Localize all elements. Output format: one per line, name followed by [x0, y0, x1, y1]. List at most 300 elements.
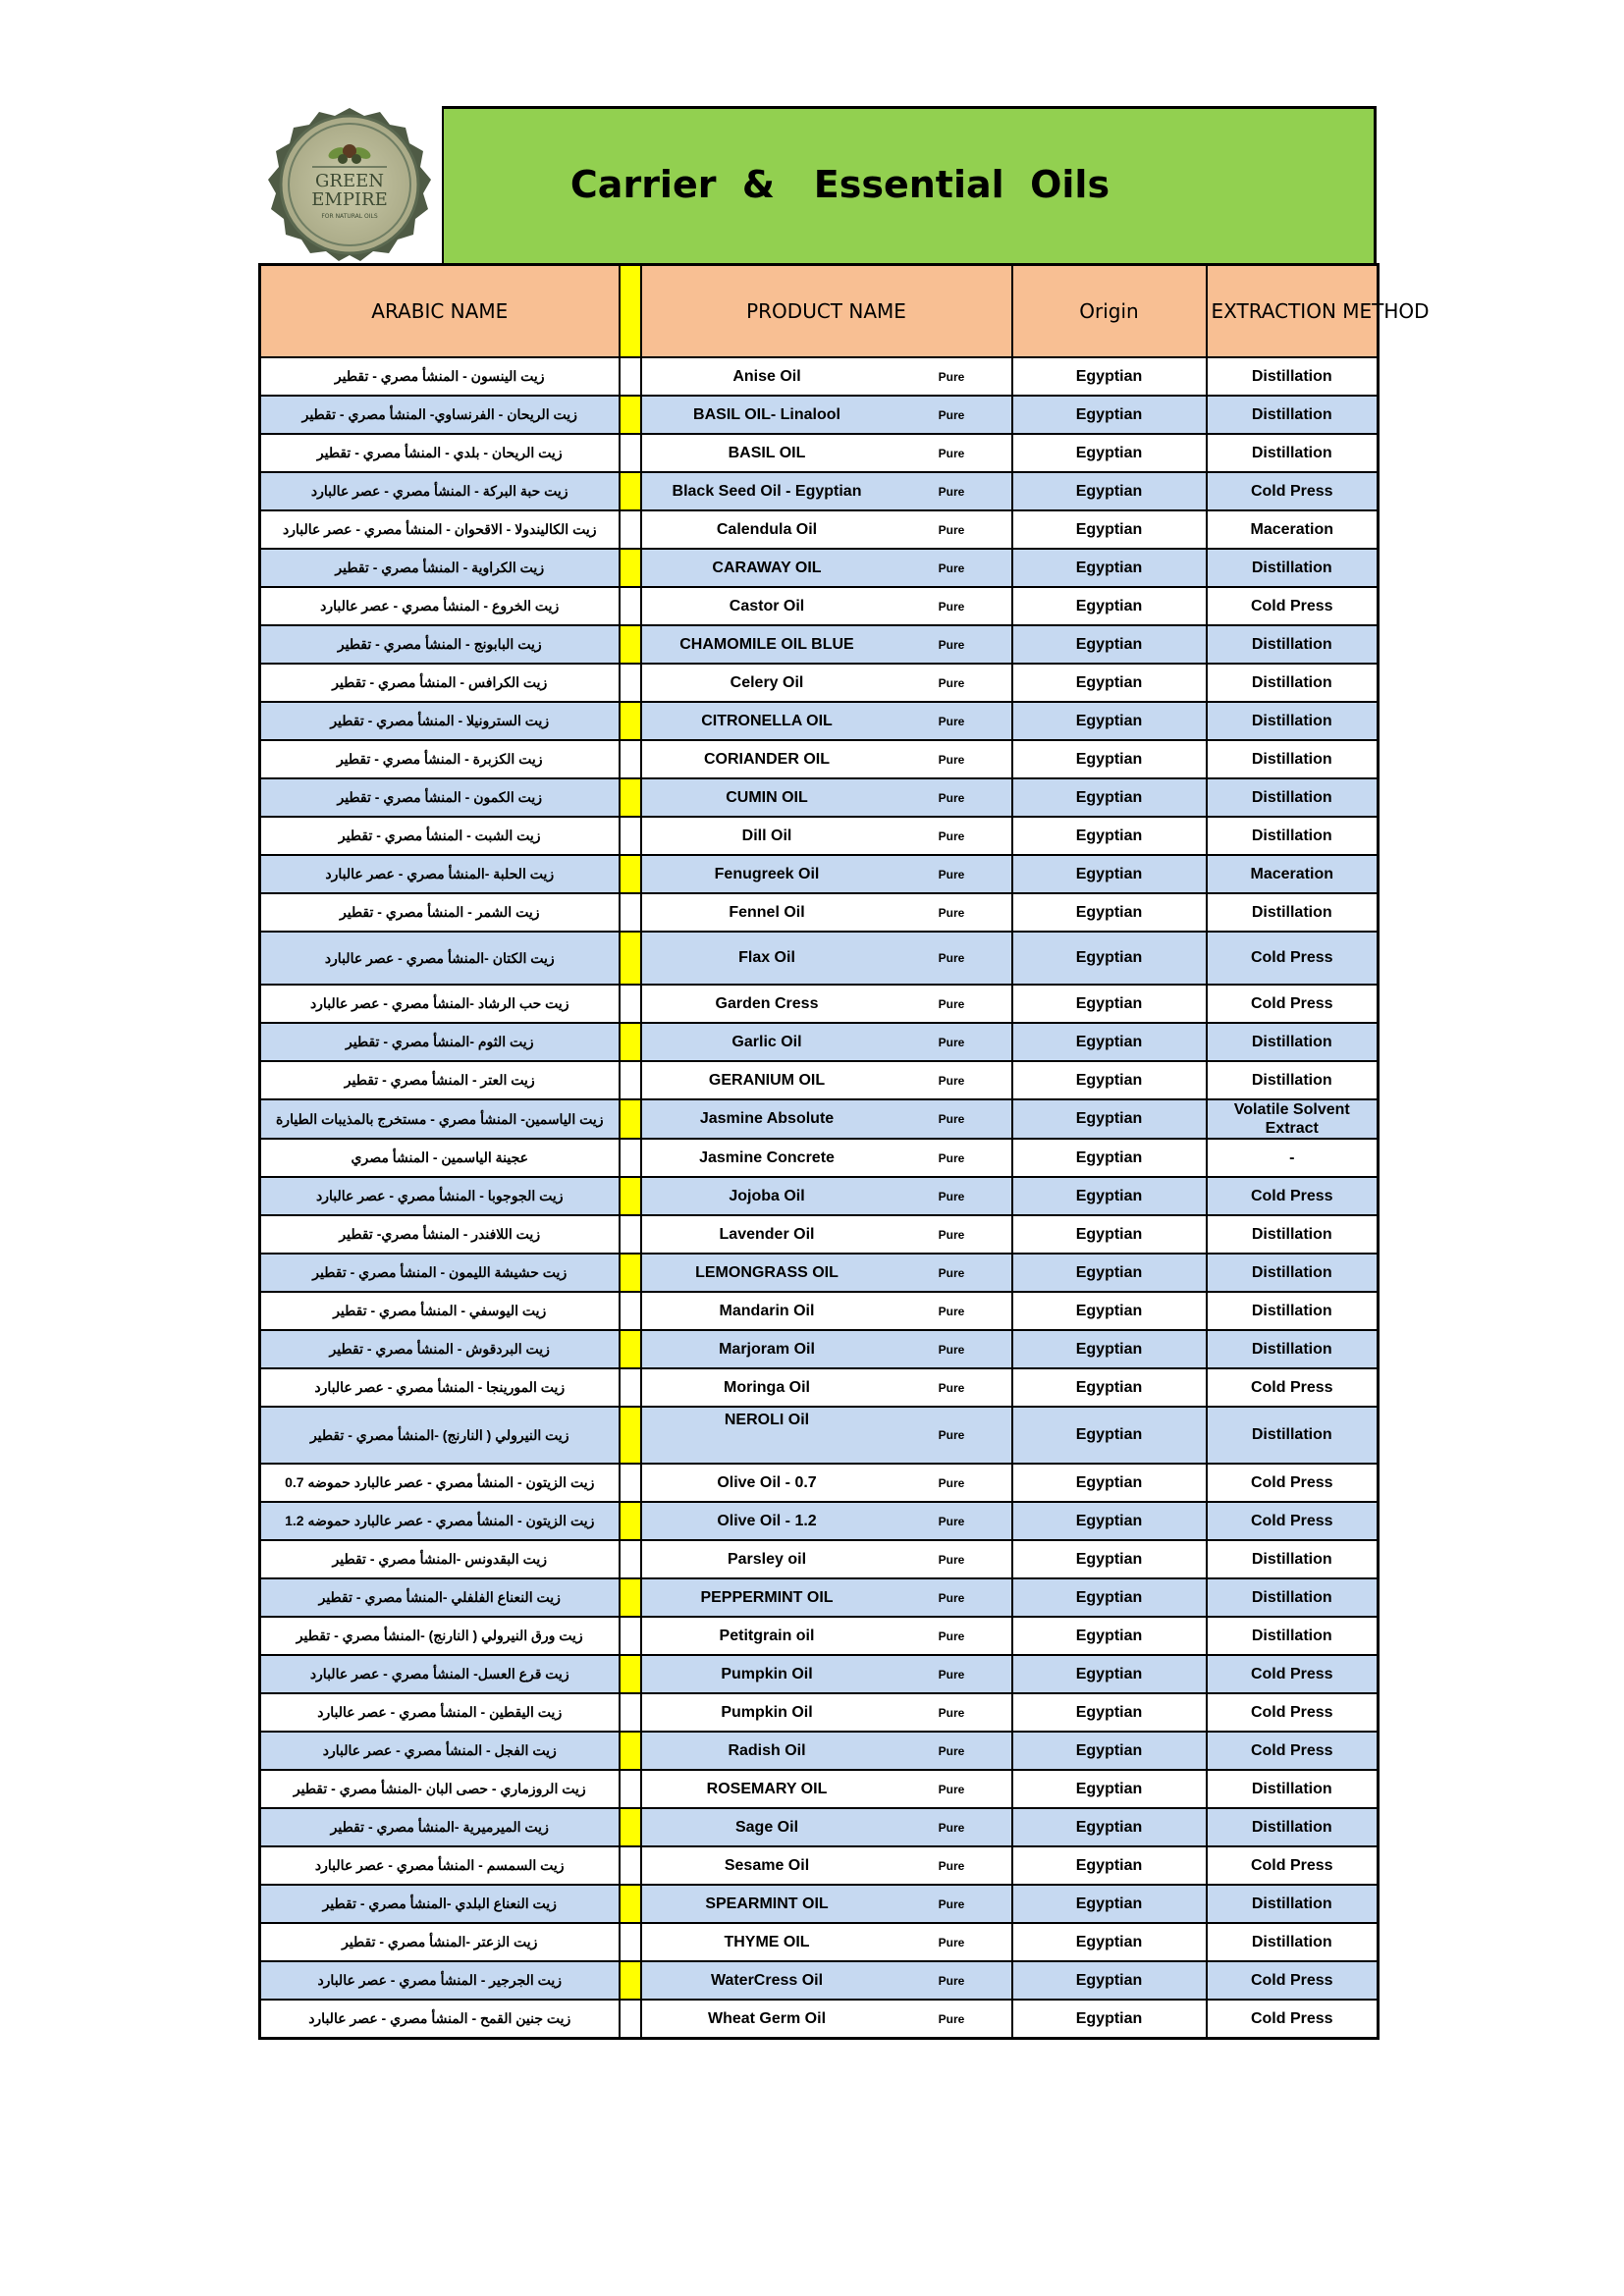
arabic-name-cell: زيت السترونيلا - المنشأ مصري - تقطير [260, 702, 620, 740]
grade-cell: Pure [893, 1368, 1012, 1407]
table-row [260, 1215, 1379, 1254]
origin-cell: Egyptian [1012, 855, 1207, 893]
extraction-method-cell: Distillation [1207, 1617, 1379, 1655]
table-row [260, 1368, 1379, 1407]
arabic-name-cell: زيت الكرافس - المنشأ مصري - تقطير [260, 664, 620, 702]
marker-cell [620, 985, 641, 1023]
arabic-name-cell: زيت البابونج - المنشأ مصري - تقطير [260, 625, 620, 664]
marker-cell [620, 1254, 641, 1292]
extraction-method-cell: Distillation [1207, 1540, 1379, 1578]
product-name-cell: Calendula Oil [641, 510, 893, 549]
table-row [260, 1099, 1379, 1139]
origin-cell: Egyptian [1012, 1655, 1207, 1693]
table-row [260, 1655, 1379, 1693]
extraction-method-cell: Cold Press [1207, 472, 1379, 510]
product-name-cell: Lavender Oil [641, 1215, 893, 1254]
marker-cell [620, 893, 641, 932]
marker-cell [620, 1923, 641, 1961]
product-name-cell: Black Seed Oil - Egyptian [641, 472, 893, 510]
arabic-name-cell: زيت قرع العسل- المنشأ مصري - عصر عالبارد [260, 1655, 620, 1693]
grade-cell: Pure [893, 1961, 1012, 2000]
product-name-cell: Mandarin Oil [641, 1292, 893, 1330]
origin-cell: Egyptian [1012, 587, 1207, 625]
table-row [260, 510, 1379, 549]
grade-cell: Pure [893, 817, 1012, 855]
extraction-method-cell: Distillation [1207, 1578, 1379, 1617]
origin-cell: Egyptian [1012, 1254, 1207, 1292]
product-name-cell: CORIANDER OIL [641, 740, 893, 778]
arabic-name-cell: زيت المورينجا - المنشأ مصري - عصر عالبارد [260, 1368, 620, 1407]
table-row [260, 1061, 1379, 1099]
arabic-name-cell: زيت السمسم - المنشأ مصري - عصر عالبارد [260, 1846, 620, 1885]
arabic-name-cell: زيت النيرولي ( النارنج) -المنشأ مصري - تقطير [260, 1407, 620, 1464]
table-row [260, 932, 1379, 985]
table-row [260, 1540, 1379, 1578]
header-band [258, 106, 1377, 263]
table-row [260, 1770, 1379, 1808]
grade-cell: Pure [893, 434, 1012, 472]
extraction-method-cell: Distillation [1207, 396, 1379, 434]
arabic-name-cell: زيت الحلبة -المنشأ مصري - عصر عالبارد [260, 855, 620, 893]
grade-cell: Pure [893, 1330, 1012, 1368]
marker-cell [620, 510, 641, 549]
extraction-method-cell: Maceration [1207, 510, 1379, 549]
arabic-name-cell: زيت الكراوية - المنشأ مصري - تقطير [260, 549, 620, 587]
arabic-name-cell: زيت البقدونس -المنشأ مصري - تقطير [260, 1540, 620, 1578]
marker-cell [620, 1292, 641, 1330]
table-row [260, 1407, 1379, 1464]
extraction-method-cell: Distillation [1207, 1023, 1379, 1061]
marker-cell [620, 357, 641, 396]
origin-cell: Egyptian [1012, 396, 1207, 434]
marker-cell [620, 1215, 641, 1254]
product-name-cell: Petitgrain oil [641, 1617, 893, 1655]
product-name-cell: Wheat Germ Oil [641, 2000, 893, 2039]
marker-cell [620, 1655, 641, 1693]
arabic-name-cell: زيت اليوسفي - المنشأ مصري - تقطير [260, 1292, 620, 1330]
marker-cell [620, 817, 641, 855]
extraction-method-cell: Distillation [1207, 702, 1379, 740]
extraction-method-cell: Distillation [1207, 740, 1379, 778]
extraction-method-cell: Cold Press [1207, 1693, 1379, 1732]
marker-cell [620, 1464, 641, 1502]
grade-cell: Pure [893, 855, 1012, 893]
marker-cell [620, 855, 641, 893]
origin-cell: Egyptian [1012, 1464, 1207, 1502]
arabic-name-cell: زيت الفجل - المنشأ مصري - عصر عالبارد [260, 1732, 620, 1770]
logo-line1: GREEN [315, 171, 384, 191]
column-header-origin: Origin [1012, 265, 1207, 358]
extraction-method-cell: Cold Press [1207, 1502, 1379, 1540]
grade-cell: Pure [893, 1061, 1012, 1099]
grade-cell: Pure [893, 1139, 1012, 1177]
arabic-name-cell: زيت اللافندر - المنشأ مصري- تقطير [260, 1215, 620, 1254]
extraction-method-cell: Cold Press [1207, 1464, 1379, 1502]
table-row [260, 1885, 1379, 1923]
arabic-name-cell: زيت الكزبرة - المنشأ مصري - تقطير [260, 740, 620, 778]
origin-cell: Egyptian [1012, 2000, 1207, 2039]
product-name-cell: BASIL OIL- Linalool [641, 396, 893, 434]
logo-line2: EMPIRE [311, 189, 388, 210]
product-name-cell: CUMIN OIL [641, 778, 893, 817]
table-row [260, 1464, 1379, 1502]
origin-cell: Egyptian [1012, 1885, 1207, 1923]
origin-cell: Egyptian [1012, 1330, 1207, 1368]
table-row [260, 1502, 1379, 1540]
extraction-method-cell: Cold Press [1207, 1732, 1379, 1770]
grade-cell: Pure [893, 1617, 1012, 1655]
arabic-name-cell: زيت حبة البركة - المنشأ مصري - عصر عالبارد [260, 472, 620, 510]
logo-tagline: FOR NATURAL OILS [321, 213, 378, 220]
arabic-name-cell: زيت الياسمين- المنشأ مصري - مستخرج بالمذيبات الطيارة [260, 1099, 620, 1139]
table-header-row [260, 265, 1379, 358]
table-row [260, 396, 1379, 434]
origin-cell: Egyptian [1012, 1177, 1207, 1215]
grade-cell: Pure [893, 1693, 1012, 1732]
origin-cell: Egyptian [1012, 1061, 1207, 1099]
grade-cell: Pure [893, 1808, 1012, 1846]
grade-cell: Pure [893, 1923, 1012, 1961]
origin-cell: Egyptian [1012, 1407, 1207, 1464]
extraction-method-cell: - [1207, 1139, 1379, 1177]
marker-cell [620, 549, 641, 587]
origin-cell: Egyptian [1012, 1292, 1207, 1330]
marker-cell [620, 587, 641, 625]
arabic-name-cell: زيت الريحان - بلدي - المنشأ مصري - تقطير [260, 434, 620, 472]
table-row [260, 1177, 1379, 1215]
origin-cell: Egyptian [1012, 1846, 1207, 1885]
arabic-name-cell: زيت العتر - المنشأ مصري - تقطير [260, 1061, 620, 1099]
grade-cell: Pure [893, 1770, 1012, 1808]
marker-cell [620, 1099, 641, 1139]
arabic-name-cell: زيت الزيتون - المنشأ مصري - عصر عالبارد حموضه 1.2 [260, 1502, 620, 1540]
extraction-method-cell: Distillation [1207, 1808, 1379, 1846]
table-row [260, 893, 1379, 932]
extraction-method-cell: Distillation [1207, 778, 1379, 817]
grade-cell: Pure [893, 549, 1012, 587]
arabic-name-cell: زيت الجرجير - المنشأ مصري - عصر عالبارد [260, 1961, 620, 2000]
arabic-name-cell: زيت الزيتون - المنشأ مصري - عصر عالبارد حموضه 0.7 [260, 1464, 620, 1502]
table-row [260, 985, 1379, 1023]
grade-cell: Pure [893, 664, 1012, 702]
origin-cell: Egyptian [1012, 1368, 1207, 1407]
origin-cell: Egyptian [1012, 1770, 1207, 1808]
origin-cell: Egyptian [1012, 434, 1207, 472]
extraction-method-cell: Distillation [1207, 357, 1379, 396]
extraction-method-cell: Distillation [1207, 1407, 1379, 1464]
extraction-method-cell: Distillation [1207, 549, 1379, 587]
marker-cell [620, 1540, 641, 1578]
grade-cell: Pure [893, 1407, 1012, 1464]
origin-cell: Egyptian [1012, 1923, 1207, 1961]
product-name-cell: NEROLI Oil [641, 1407, 893, 1464]
arabic-name-cell: زيت البردقوش - المنشأ مصري - تقطير [260, 1330, 620, 1368]
arabic-name-cell: زيت الروزماري - حصى البان -المنشأ مصري - تقطير [260, 1770, 620, 1808]
extraction-method-cell: Distillation [1207, 1923, 1379, 1961]
extraction-method-cell: Cold Press [1207, 1961, 1379, 2000]
product-name-cell: Olive Oil - 1.2 [641, 1502, 893, 1540]
table-body [260, 357, 1379, 2039]
origin-cell: Egyptian [1012, 1540, 1207, 1578]
grade-cell: Pure [893, 702, 1012, 740]
extraction-method-cell: Cold Press [1207, 1846, 1379, 1885]
product-name-cell: Jasmine Concrete [641, 1139, 893, 1177]
column-header-product: PRODUCT NAME [641, 265, 1012, 358]
table-row [260, 1023, 1379, 1061]
page-title: Carrier & Essential Oils [569, 163, 1110, 206]
extraction-method-cell: Distillation [1207, 817, 1379, 855]
grade-cell: Pure [893, 740, 1012, 778]
table-row [260, 1139, 1379, 1177]
origin-cell: Egyptian [1012, 1808, 1207, 1846]
extraction-method-cell: Maceration [1207, 855, 1379, 893]
origin-cell: Egyptian [1012, 1732, 1207, 1770]
origin-cell: Egyptian [1012, 1578, 1207, 1617]
marker-cell [620, 625, 641, 664]
extraction-method-cell: Distillation [1207, 625, 1379, 664]
marker-cell [620, 1770, 641, 1808]
table-row [260, 1693, 1379, 1732]
product-name-cell: Moringa Oil [641, 1368, 893, 1407]
product-name-cell: Garden Cress [641, 985, 893, 1023]
product-name-cell: Jasmine Absolute [641, 1099, 893, 1139]
table-row [260, 1961, 1379, 2000]
arabic-name-cell: زيت الشبت - المنشأ مصري - تقطير [260, 817, 620, 855]
product-name-cell: Radish Oil [641, 1732, 893, 1770]
extraction-method-cell: Distillation [1207, 1292, 1379, 1330]
table-row [260, 434, 1379, 472]
extraction-method-cell: Volatile Solvent Extract [1207, 1099, 1379, 1139]
origin-cell: Egyptian [1012, 985, 1207, 1023]
marker-cell [620, 932, 641, 985]
table-row [260, 855, 1379, 893]
marker-cell [620, 1177, 641, 1215]
arabic-name-cell: زيت الزعتر -المنشأ مصري - تقطير [260, 1923, 620, 1961]
marker-cell [620, 1732, 641, 1770]
product-name-cell: Garlic Oil [641, 1023, 893, 1061]
table-row [260, 587, 1379, 625]
price-sheet [258, 106, 1430, 2040]
origin-cell: Egyptian [1012, 1099, 1207, 1139]
marker-cell [620, 1961, 641, 2000]
extraction-method-cell: Distillation [1207, 1330, 1379, 1368]
product-name-cell: PEPPERMINT OIL [641, 1578, 893, 1617]
marker-cell [620, 1693, 641, 1732]
title-band [442, 106, 1377, 263]
origin-cell: Egyptian [1012, 625, 1207, 664]
product-name-cell: BASIL OIL [641, 434, 893, 472]
product-name-cell: GERANIUM OIL [641, 1061, 893, 1099]
extraction-method-cell: Distillation [1207, 1770, 1379, 1808]
origin-cell: Egyptian [1012, 893, 1207, 932]
table-row [260, 357, 1379, 396]
product-name-cell: Parsley oil [641, 1540, 893, 1578]
column-header-method: EXTRACTION METHOD [1207, 265, 1379, 358]
product-name-cell: Sage Oil [641, 1808, 893, 1846]
arabic-name-cell: زيت الريحان - الفرنساوي- المنشأ مصري - تقطير [260, 396, 620, 434]
marker-cell [620, 396, 641, 434]
extraction-method-cell: Cold Press [1207, 1368, 1379, 1407]
grade-cell: Pure [893, 1177, 1012, 1215]
marker-cell [620, 702, 641, 740]
arabic-name-cell: زيت الميرميرية -المنشأ مصري - تقطير [260, 1808, 620, 1846]
origin-cell: Egyptian [1012, 740, 1207, 778]
table-row [260, 1808, 1379, 1846]
marker-column-header [620, 265, 641, 358]
product-name-cell: Pumpkin Oil [641, 1655, 893, 1693]
origin-cell: Egyptian [1012, 702, 1207, 740]
grade-cell: Pure [893, 396, 1012, 434]
extraction-method-cell: Cold Press [1207, 985, 1379, 1023]
marker-cell [620, 1502, 641, 1540]
marker-cell [620, 1808, 641, 1846]
table-row [260, 1846, 1379, 1885]
product-name-cell: THYME OIL [641, 1923, 893, 1961]
table-row [260, 1923, 1379, 1961]
marker-cell [620, 778, 641, 817]
grade-cell: Pure [893, 1885, 1012, 1923]
product-name-cell: Castor Oil [641, 587, 893, 625]
arabic-name-cell: زيت الكمون - المنشأ مصري - تقطير [260, 778, 620, 817]
product-name-cell: CITRONELLA OIL [641, 702, 893, 740]
origin-cell: Egyptian [1012, 549, 1207, 587]
grade-cell: Pure [893, 1578, 1012, 1617]
table-row [260, 472, 1379, 510]
table-row [260, 702, 1379, 740]
product-name-cell: Sesame Oil [641, 1846, 893, 1885]
extraction-method-cell: Cold Press [1207, 2000, 1379, 2039]
table-row [260, 625, 1379, 664]
grade-cell: Pure [893, 1732, 1012, 1770]
product-name-cell: Flax Oil [641, 932, 893, 985]
origin-cell: Egyptian [1012, 778, 1207, 817]
extraction-method-cell: Distillation [1207, 1885, 1379, 1923]
origin-cell: Egyptian [1012, 1617, 1207, 1655]
extraction-method-cell: Distillation [1207, 1215, 1379, 1254]
marker-cell [620, 1407, 641, 1464]
arabic-name-cell: زيت ورق النيرولي ( النارنج) -المنشأ مصري - تقطير [260, 1617, 620, 1655]
arabic-name-cell: زيت الشمر - المنشأ مصري - تقطير [260, 893, 620, 932]
table-row [260, 664, 1379, 702]
marker-cell [620, 1885, 641, 1923]
grade-cell: Pure [893, 2000, 1012, 2039]
marker-cell [620, 1023, 641, 1061]
grade-cell: Pure [893, 932, 1012, 985]
table-row [260, 1732, 1379, 1770]
origin-cell: Egyptian [1012, 510, 1207, 549]
column-header-arabic: ARABIC NAME [260, 265, 620, 358]
origin-cell: Egyptian [1012, 357, 1207, 396]
grade-cell: Pure [893, 587, 1012, 625]
grade-cell: Pure [893, 1254, 1012, 1292]
marker-cell [620, 434, 641, 472]
arabic-name-cell: عجينة الياسمين - المنشأ مصري [260, 1139, 620, 1177]
origin-cell: Egyptian [1012, 1502, 1207, 1540]
extraction-method-cell: Cold Press [1207, 1177, 1379, 1215]
grade-cell: Pure [893, 985, 1012, 1023]
table-row [260, 1578, 1379, 1617]
product-name-cell: Marjoram Oil [641, 1330, 893, 1368]
product-name-cell: Olive Oil - 0.7 [641, 1464, 893, 1502]
table-row [260, 817, 1379, 855]
product-name-cell: ROSEMARY OIL [641, 1770, 893, 1808]
table-row [260, 1617, 1379, 1655]
product-name-cell: Fennel Oil [641, 893, 893, 932]
extraction-method-cell: Distillation [1207, 1254, 1379, 1292]
origin-cell: Egyptian [1012, 817, 1207, 855]
grade-cell: Pure [893, 1215, 1012, 1254]
arabic-name-cell: زيت الكتان -المنشأ مصري - عصر عالبارد [260, 932, 620, 985]
marker-cell [620, 1368, 641, 1407]
origin-cell: Egyptian [1012, 1023, 1207, 1061]
grade-cell: Pure [893, 510, 1012, 549]
table-row [260, 778, 1379, 817]
product-name-cell: Dill Oil [641, 817, 893, 855]
product-name-cell: Fenugreek Oil [641, 855, 893, 893]
product-name-cell: LEMONGRASS OIL [641, 1254, 893, 1292]
grade-cell: Pure [893, 1540, 1012, 1578]
marker-cell [620, 2000, 641, 2039]
extraction-method-cell: Distillation [1207, 893, 1379, 932]
marker-cell [620, 1578, 641, 1617]
arabic-name-cell: زيت اليقطين - المنشأ مصري - عصر عالبارد [260, 1693, 620, 1732]
marker-cell [620, 740, 641, 778]
product-name-cell: SPEARMINT OIL [641, 1885, 893, 1923]
grade-cell: Pure [893, 1846, 1012, 1885]
grade-cell: Pure [893, 472, 1012, 510]
grade-cell: Pure [893, 1464, 1012, 1502]
grade-cell: Pure [893, 1099, 1012, 1139]
extraction-method-cell: Cold Press [1207, 1655, 1379, 1693]
product-name-cell: CARAWAY OIL [641, 549, 893, 587]
grade-cell: Pure [893, 893, 1012, 932]
origin-cell: Egyptian [1012, 1961, 1207, 2000]
origin-cell: Egyptian [1012, 1139, 1207, 1177]
arabic-name-cell: زيت الجوجوبا - المنشأ مصري - عصر عالبارد [260, 1177, 620, 1215]
table-row [260, 1292, 1379, 1330]
extraction-method-cell: Cold Press [1207, 932, 1379, 985]
marker-cell [620, 1330, 641, 1368]
arabic-name-cell: زيت الينسون - المنشأ مصري - تقطير [260, 357, 620, 396]
table-row [260, 2000, 1379, 2039]
arabic-name-cell: زيت جنين القمح - المنشأ مصري - عصر عالبارد [260, 2000, 620, 2039]
marker-cell [620, 1139, 641, 1177]
product-name-cell: Anise Oil [641, 357, 893, 396]
arabic-name-cell: زيت حشيشة الليمون - المنشأ مصري - تقطير [260, 1254, 620, 1292]
grade-cell: Pure [893, 1502, 1012, 1540]
grade-cell: Pure [893, 625, 1012, 664]
arabic-name-cell: زيت النعناع البلدي -المنشأ مصري - تقطير [260, 1885, 620, 1923]
extraction-method-cell: Distillation [1207, 664, 1379, 702]
marker-cell [620, 1846, 641, 1885]
table-row [260, 740, 1379, 778]
marker-cell [620, 1061, 641, 1099]
marker-cell [620, 472, 641, 510]
table-row [260, 549, 1379, 587]
marker-cell [620, 664, 641, 702]
extraction-method-cell: Distillation [1207, 1061, 1379, 1099]
product-name-cell: WaterCress Oil [641, 1961, 893, 2000]
grade-cell: Pure [893, 357, 1012, 396]
arabic-name-cell: زيت النعناع الفلفلي -المنشأ مصري - تقطير [260, 1578, 620, 1617]
product-name-cell: Celery Oil [641, 664, 893, 702]
arabic-name-cell: زيت الكاليندولا - الاقحوان - المنشأ مصري - عصر عالبارد [260, 510, 620, 549]
table-row [260, 1330, 1379, 1368]
product-name-cell: CHAMOMILE OIL BLUE [641, 625, 893, 664]
oils-table [258, 263, 1430, 2040]
origin-cell: Egyptian [1012, 472, 1207, 510]
origin-cell: Egyptian [1012, 664, 1207, 702]
